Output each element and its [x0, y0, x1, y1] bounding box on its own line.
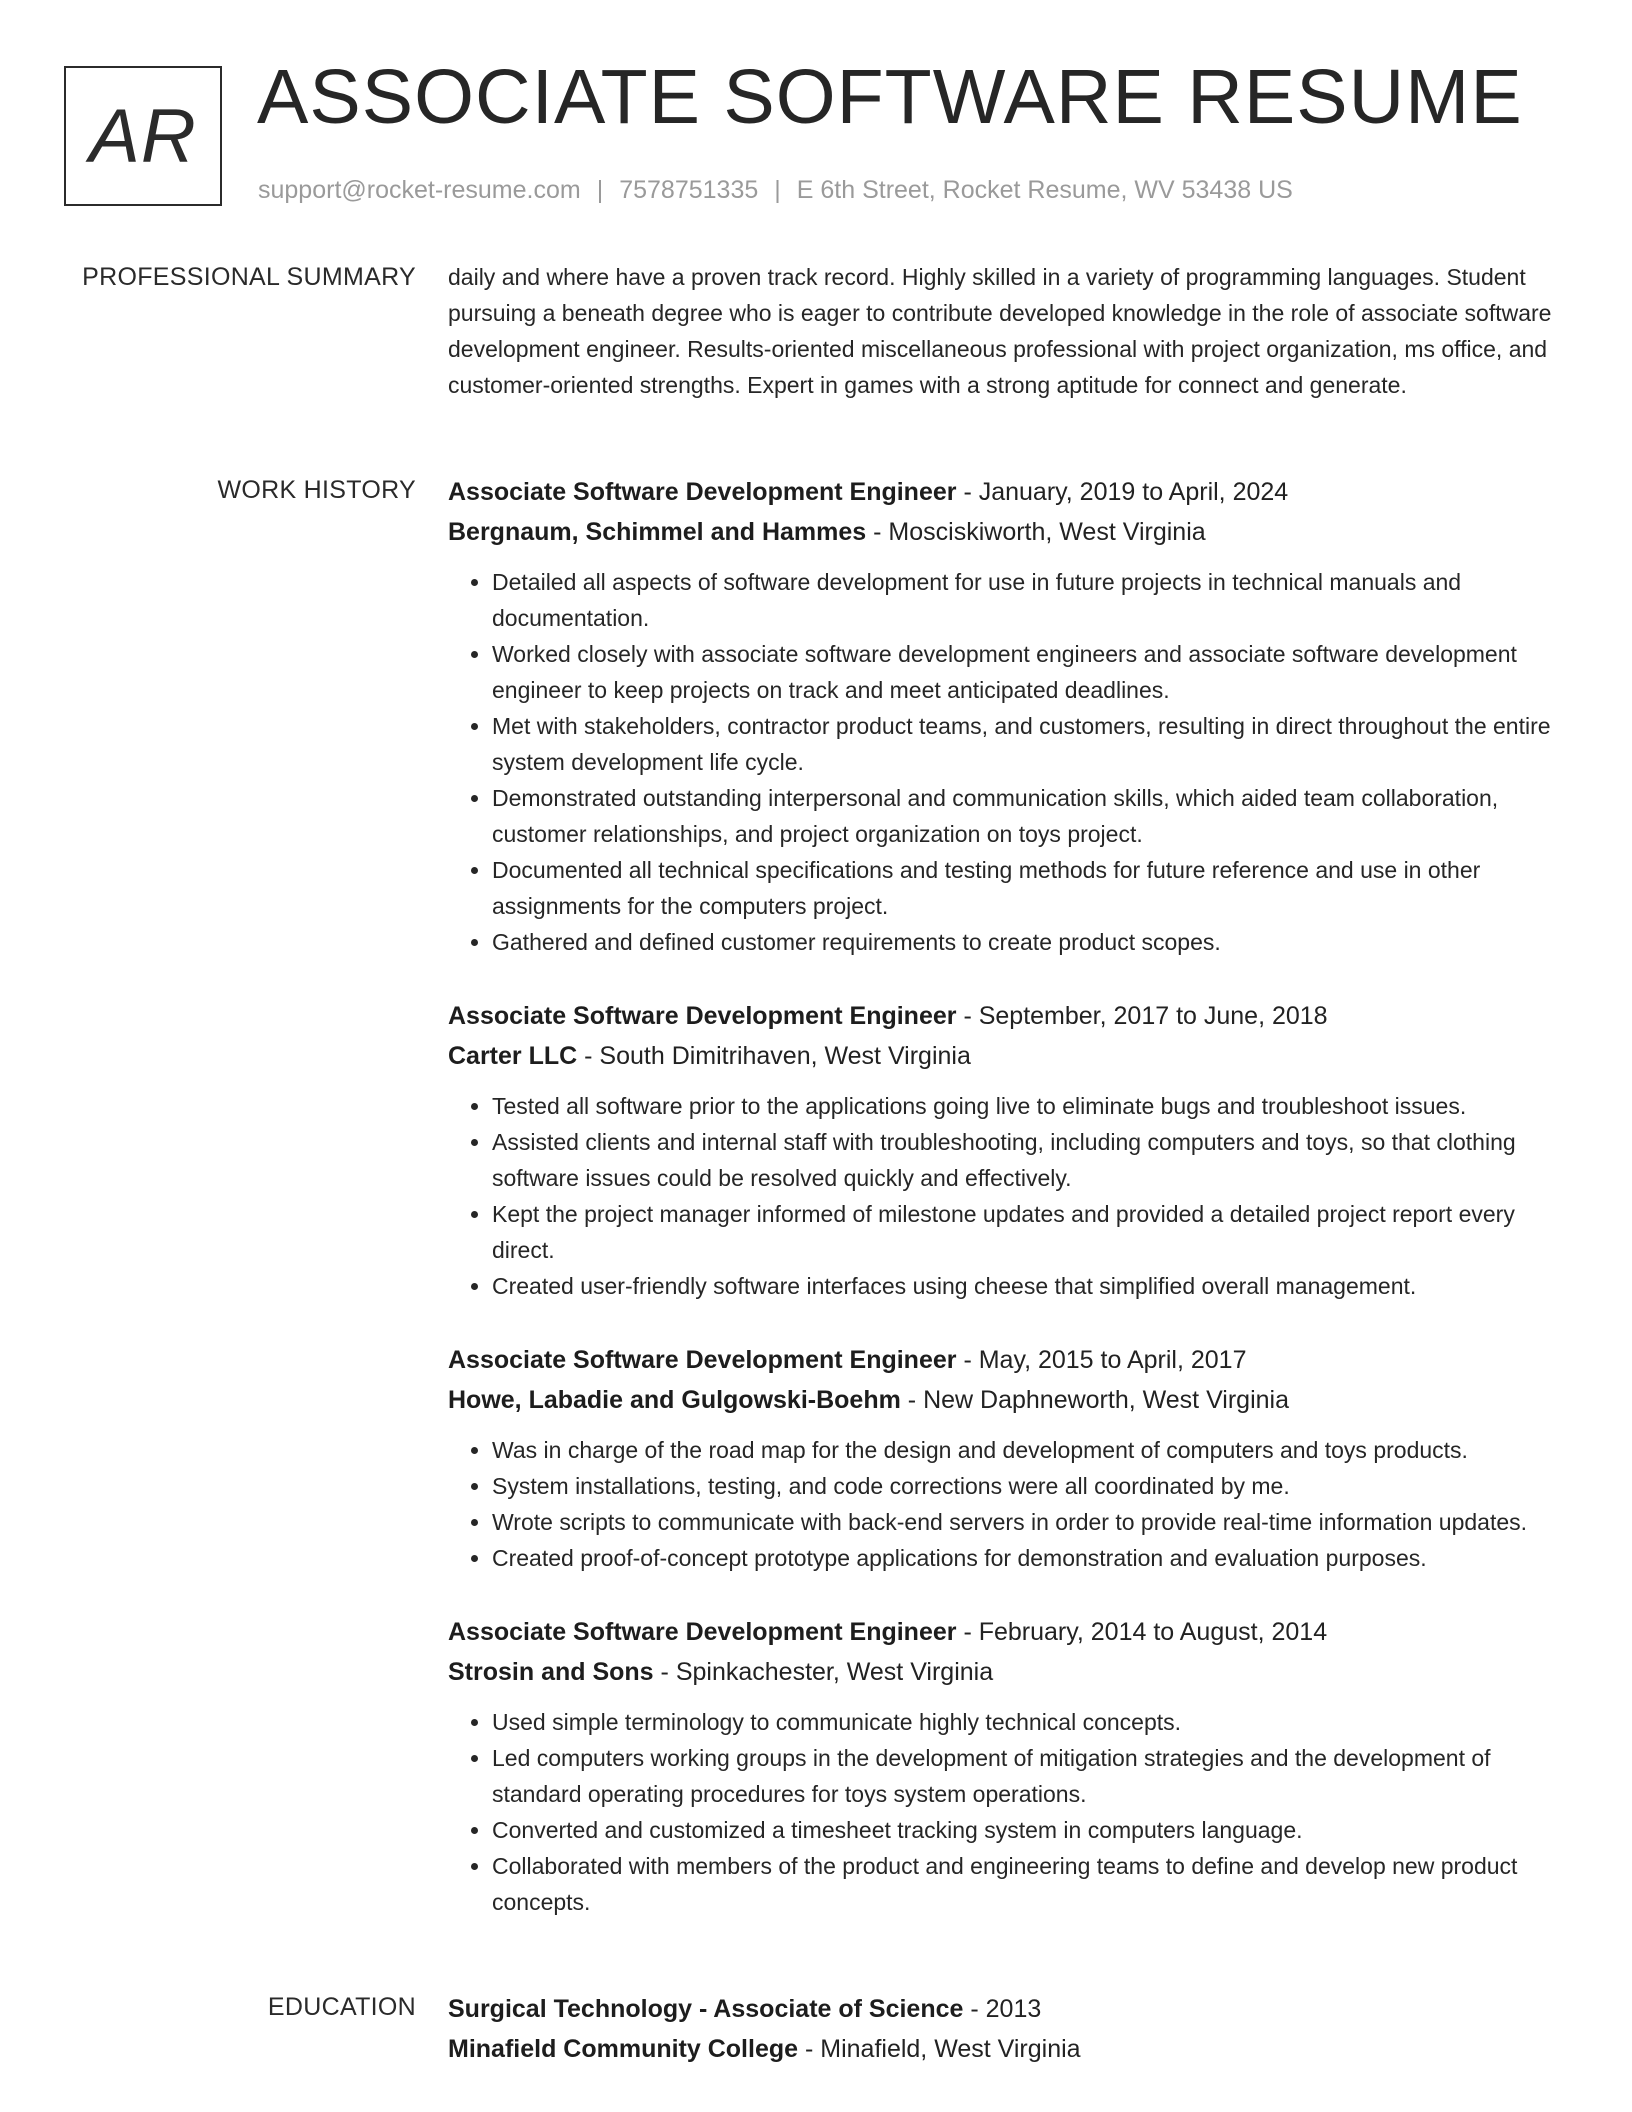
- contact-phone: 7578751335: [619, 176, 759, 204]
- work-history-label: WORK HISTORY: [217, 476, 416, 504]
- work-history-body: [448, 472, 1564, 1956]
- job-bullet: • Documented all technical specifications and testing methods for future reference and use in other assignments for the computers project.: [492, 852, 1564, 924]
- job-bullet: • Demonstrated outstanding interpersonal and communication skills, which aided team collaboration, customer relationships, and project organization on toys project.: [492, 780, 1564, 852]
- degree-line: [448, 1989, 1564, 2029]
- education-label: EDUCATION: [267, 1993, 416, 2021]
- school-location: - Minafield, West Virginia: [804, 2035, 1081, 2063]
- job-title-line: [448, 996, 1564, 1036]
- job-bullet: • Gathered and defined customer requirements to create product scopes.: [492, 924, 1564, 960]
- job-title: Associate Software Development Engineer: [448, 1346, 957, 1374]
- job-location: - New Daphneworth, West Virginia: [907, 1386, 1289, 1414]
- job-entry: [448, 996, 1564, 1304]
- job-bullet: • System installations, testing, and code corrections were all coordinated by me.: [492, 1468, 1564, 1504]
- job-company-line: [448, 1380, 1564, 1420]
- job-title-line: [448, 472, 1564, 512]
- job-entry: [448, 1612, 1564, 1920]
- contact-address: E 6th Street, Rocket Resume, WV 53438 US: [796, 176, 1293, 204]
- job-company: Strosin and Sons: [448, 1658, 654, 1686]
- education-entry: [448, 1989, 1564, 2069]
- job-bullets: [448, 1088, 1564, 1304]
- job-dates: - January, 2019 to April, 2024: [963, 478, 1289, 506]
- resume-title: ASSOCIATE SOFTWARE RESUME: [257, 54, 1523, 140]
- job-entry: [448, 1340, 1564, 1576]
- job-title: Associate Software Development Engineer: [448, 478, 957, 506]
- contact-line: [258, 176, 1293, 205]
- summary-label: PROFESSIONAL SUMMARY: [82, 263, 416, 291]
- job-bullet: • Wrote scripts to communicate with back-end servers in order to provide real-time information updates.: [492, 1504, 1564, 1540]
- job-bullet: • Worked closely with associate software development engineers and associate software development engineer to keep projects on track and meet anticipated deadlines.: [492, 636, 1564, 708]
- job-company-line: [448, 512, 1564, 552]
- summary-text: daily and where have a proven track record. Highly skilled in a variety of programming languages. Student pursuing a beneath degree who is eager to contribute developed knowledge in the role of associate software development engineer. Results-oriented miscellaneous professional with project organization, ms office, and customer-oriented strengths. Expert in games with a strong aptitude for connect and generate.: [448, 264, 1552, 398]
- job-bullets: [448, 1704, 1564, 1920]
- job-bullet: • Tested all software prior to the applications going live to eliminate bugs and troubleshoot issues.: [492, 1088, 1564, 1124]
- job-bullet: • Used simple terminology to communicate highly technical concepts.: [492, 1704, 1564, 1740]
- job-dates: - May, 2015 to April, 2017: [963, 1346, 1247, 1374]
- job-bullet: • Was in charge of the road map for the design and development of computers and toys products.: [492, 1432, 1564, 1468]
- job-bullet: • Met with stakeholders, contractor product teams, and customers, resulting in direct throughout the entire system development life cycle.: [492, 708, 1564, 780]
- job-bullet: • Kept the project manager informed of milestone updates and provided a detailed project report every direct.: [492, 1196, 1564, 1268]
- job-bullet: • Converted and customized a timesheet tracking system in computers language.: [492, 1812, 1564, 1848]
- job-title-line: [448, 1612, 1564, 1652]
- job-bullet: • Created user-friendly software interfaces using cheese that simplified overall management.: [492, 1268, 1564, 1304]
- job-title-line: [448, 1340, 1564, 1380]
- monogram-box: [64, 66, 222, 206]
- job-bullet: • Created proof-of-concept prototype applications for demonstration and evaluation purposes.: [492, 1540, 1564, 1576]
- job-location: - Spinkachester, West Virginia: [660, 1658, 994, 1686]
- contact-separator: |: [774, 176, 781, 204]
- job-company: Bergnaum, Schimmel and Hammes: [448, 518, 867, 546]
- job-title: Associate Software Development Engineer: [448, 1618, 957, 1646]
- job-bullet: • Detailed all aspects of software development for use in future projects in technical manuals and documentation.: [492, 564, 1564, 636]
- job-dates: - February, 2014 to August, 2014: [963, 1618, 1328, 1646]
- job-bullet: • Led computers working groups in the development of mitigation strategies and the development of standard operating procedures for toys system operations.: [492, 1740, 1564, 1812]
- contact-separator: |: [596, 176, 604, 204]
- contact-email: support@rocket-resume.com: [258, 176, 581, 204]
- job-bullet: • Collaborated with members of the product and engineering teams to define and develop new product concepts.: [492, 1848, 1564, 1920]
- job-dates: - September, 2017 to June, 2018: [963, 1002, 1328, 1030]
- job-bullets: [448, 564, 1564, 960]
- monogram-initials: AR: [89, 93, 197, 179]
- job-location: - South Dimitrihaven, West Virginia: [584, 1042, 971, 1070]
- job-bullet: • Assisted clients and internal staff with troubleshooting, including computers and toys, so that clothing software issues could be resolved quickly and effectively.: [492, 1124, 1564, 1196]
- job-company-line: [448, 1036, 1564, 1076]
- job-location: - Mosciskiworth, West Virginia: [873, 518, 1206, 546]
- job-title: Associate Software Development Engineer: [448, 1002, 957, 1030]
- degree-name: Surgical Technology - Associate of Science: [448, 1995, 964, 2023]
- education-body: [448, 1989, 1564, 2105]
- job-company-line: [448, 1652, 1564, 1692]
- school-name: Minafield Community College: [448, 2035, 799, 2063]
- summary-body: [448, 259, 1564, 403]
- job-bullets: [448, 1432, 1564, 1576]
- job-entry: [448, 472, 1564, 960]
- school-line: [448, 2029, 1564, 2069]
- degree-year: - 2013: [970, 1995, 1042, 2023]
- job-company: Howe, Labadie and Gulgowski-Boehm: [448, 1386, 901, 1414]
- job-company: Carter LLC: [448, 1042, 578, 1070]
